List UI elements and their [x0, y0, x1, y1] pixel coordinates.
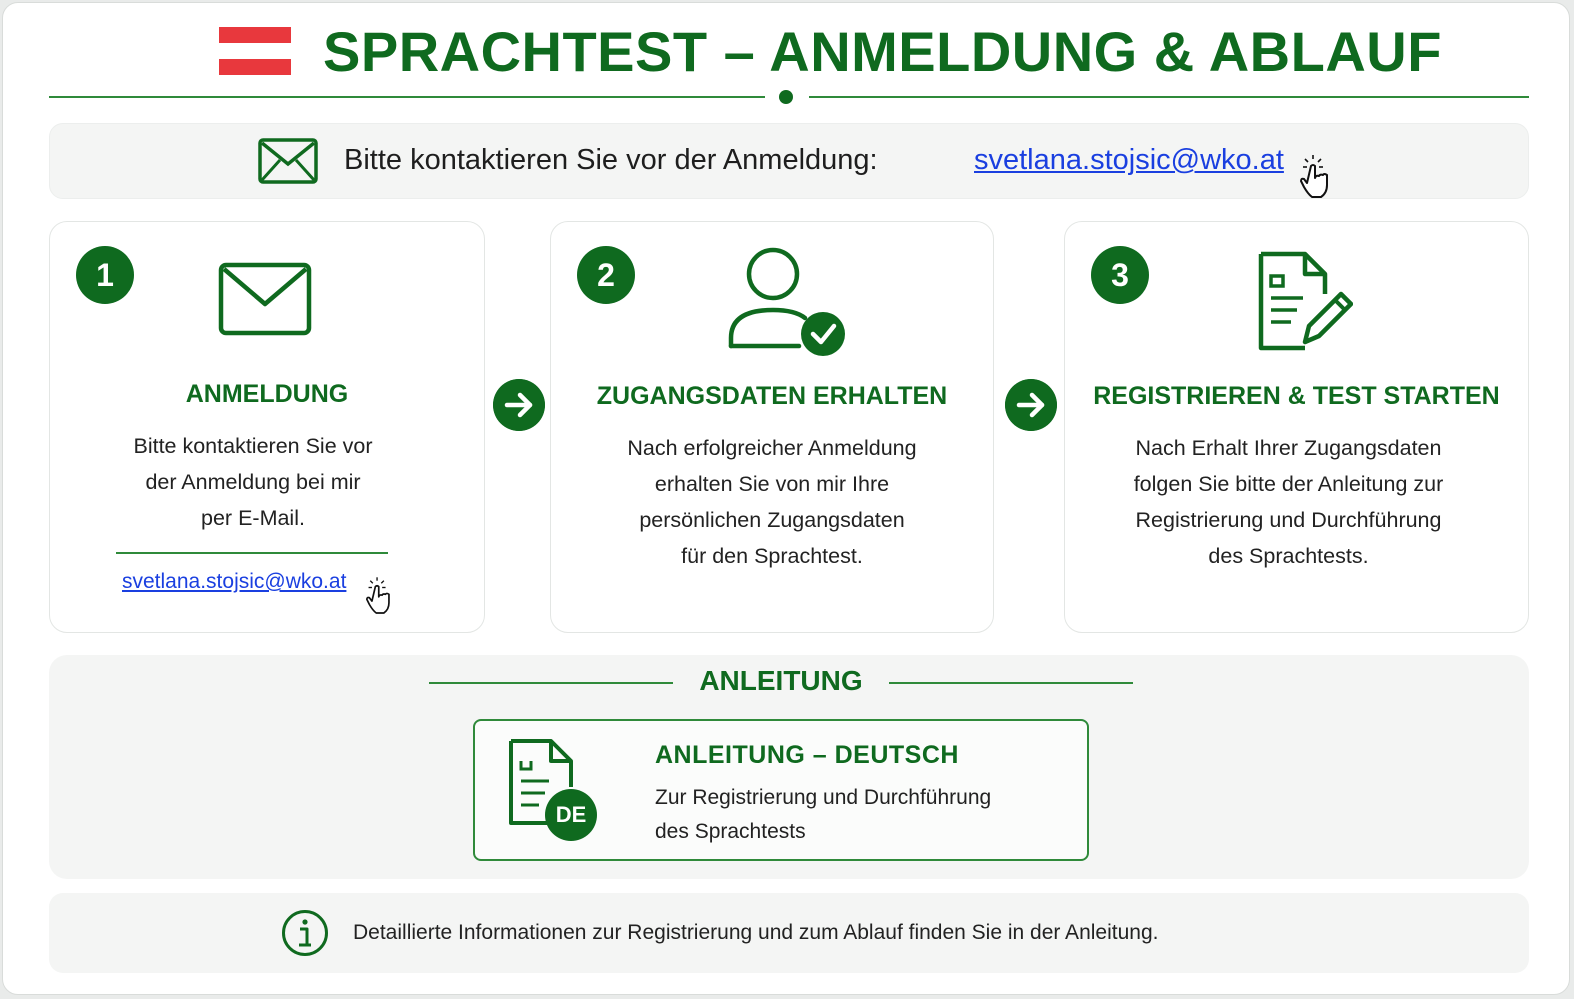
page-frame: [2, 2, 1570, 995]
step-card-1: [49, 221, 485, 633]
guide-card-title: ANLEITUNG – DEUTSCH: [655, 741, 959, 769]
step-title: ANMELDUNG: [185, 380, 349, 408]
step-title: ZUGANGSDATEN ERHALTEN: [596, 382, 948, 410]
arrow-right-icon: [1005, 379, 1057, 431]
guide-heading: ANLEITUNG: [699, 665, 863, 696]
mail-icon: [218, 262, 312, 336]
arrow-right-icon: [493, 379, 545, 431]
page-header: [3, 17, 1569, 87]
step-card-3: [1064, 221, 1529, 633]
mail-icon: [258, 138, 318, 184]
step-number-badge: 1: [76, 246, 134, 304]
guide-card-description: Zur Registrierung und Durchführung des Sprachtests: [655, 786, 992, 843]
info-icon: [281, 909, 329, 957]
card-divider: [116, 552, 388, 554]
pointer-hand-icon: [366, 576, 400, 616]
contact-bar: [49, 123, 1529, 199]
info-text: Detaillierte Informationen zur Registrierung und zum Ablauf finden Sie in der Anleitung.: [353, 921, 1159, 944]
page-title: SPRACHTEST – ANMELDUNG & ABLAUF: [323, 20, 1442, 83]
step-description: Bitte kontaktieren Sie vor der Anmeldung bei mir per E-Mail.: [133, 434, 373, 530]
pointer-hand-icon: [1300, 154, 1340, 200]
document-edit-icon: [1257, 250, 1353, 354]
step-description: Nach Erhalt Ihrer Zugangsdaten folgen Sie bitte der Anleitung zur Registrierung und Durchführung des Sprachtests.: [1133, 436, 1444, 568]
info-bar: [49, 893, 1529, 973]
step-card-2: [550, 221, 994, 633]
step-description: Nach erfolgreicher Anmeldung erhalten Sie von mir Ihre persönlichen Zugangsdaten für den Sprachtest.: [627, 436, 917, 568]
contact-instruction: Bitte kontaktieren Sie vor der Anmeldung:: [344, 144, 878, 176]
user-check-icon: [727, 246, 849, 358]
austria-flag-icon: [219, 27, 291, 75]
header-divider-dot: [779, 90, 793, 104]
step-number-badge: 3: [1091, 246, 1149, 304]
contact-email-link[interactable]: svetlana.stojsic@wko.at: [974, 144, 1284, 176]
step-title: REGISTRIEREN & TEST STARTEN: [1093, 382, 1500, 410]
header-divider-right: [809, 96, 1529, 98]
guide-download-card[interactable]: [473, 719, 1089, 861]
guide-divider-right: [889, 682, 1133, 684]
header-divider-left: [49, 96, 765, 98]
step-number-badge: 2: [577, 246, 635, 304]
guide-section: [49, 655, 1529, 879]
step-email-link[interactable]: svetlana.stojsic@wko.at: [122, 570, 347, 593]
language-badge: DE: [555, 802, 587, 827]
